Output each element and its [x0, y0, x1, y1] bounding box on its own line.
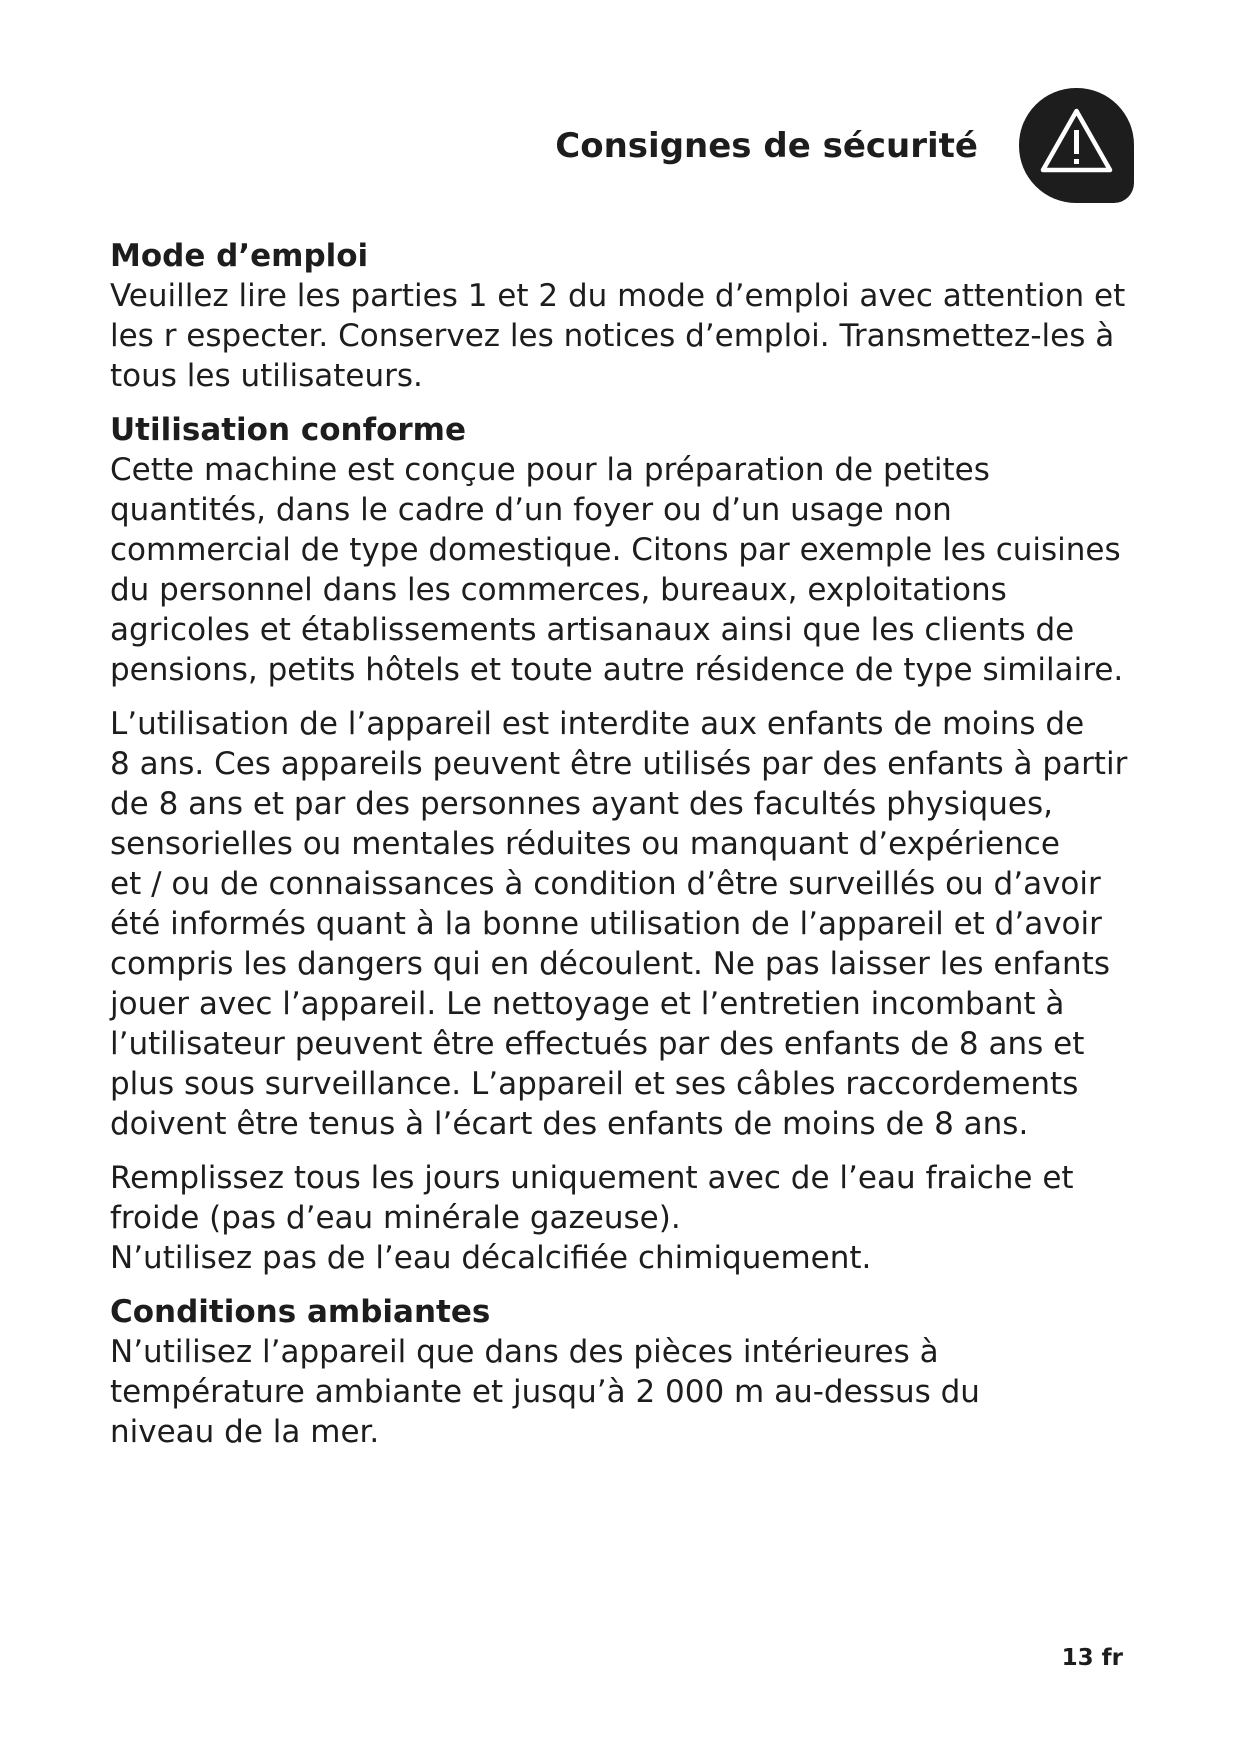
- paragraph-spacer: [110, 1144, 1150, 1158]
- text-line: commercial de type domestique. Citons par exemple les cuisines: [110, 532, 1121, 568]
- text-line: 8 ans. Ces appareils peuvent être utilisés par des enfants à partir: [110, 746, 1128, 782]
- text-line: Remplissez tous les jours uniquement avec de l’eau fraiche et: [110, 1160, 1074, 1196]
- text-line: du personnel dans les commerces, bureaux, exploitations: [110, 572, 1007, 608]
- text-line: Veuillez lire les parties 1 et 2 du mode d’emploi avec attention et: [110, 278, 1126, 314]
- text-line: pensions, petits hôtels et toute autre résidence de type similaire.: [110, 652, 1124, 688]
- page-header: [0, 88, 1241, 208]
- section-heading: Mode d’emploi: [110, 238, 369, 274]
- text-line: quantités, dans le cadre d’un foyer ou d’un usage non: [110, 492, 952, 528]
- text-line: tous les utilisateurs.: [110, 358, 423, 394]
- page-title: Consignes de sécurité: [555, 126, 978, 166]
- text-line: compris les dangers qui en découlent. Ne pas laisser les enfants: [110, 946, 1110, 982]
- warning-badge: [1019, 88, 1134, 203]
- section-heading: Conditions ambiantes: [110, 1294, 491, 1330]
- text-line: N’utilisez l’appareil que dans des pièces intérieures à: [110, 1334, 939, 1370]
- section: [110, 1292, 1150, 1452]
- section: [110, 410, 1150, 1278]
- paragraph-spacer: [110, 690, 1150, 704]
- section: [110, 236, 1150, 396]
- section-heading: Utilisation conforme: [110, 412, 466, 448]
- text-line: agricoles et établissements artisanaux ainsi que les clients de: [110, 612, 1075, 648]
- text-line: froide (pas d’eau minérale gazeuse).: [110, 1200, 681, 1236]
- text-line: de 8 ans et par des personnes ayant des facultés physiques,: [110, 786, 1053, 822]
- paragraph: [110, 704, 1150, 1144]
- paragraph: [110, 276, 1150, 396]
- text-line: L’utilisation de l’appareil est interdite aux enfants de moins de: [110, 706, 1085, 742]
- section-spacer: [110, 1278, 1150, 1292]
- paragraph: [110, 450, 1150, 690]
- text-line: les r especter. Conservez les notices d’emploi. Transmettez-les à: [110, 318, 1115, 354]
- document-body: [110, 236, 1150, 1452]
- warning-triangle-icon: [1039, 106, 1114, 176]
- text-line: Cette machine est conçue pour la préparation de petites: [110, 452, 990, 488]
- text-line: température ambiante et jusqu’à 2 000 m au-dessus du: [110, 1374, 980, 1410]
- text-line: niveau de la mer.: [110, 1414, 380, 1450]
- paragraph: [110, 1158, 1150, 1278]
- text-line: N’utilisez pas de l’eau décalcifiée chimiquement.: [110, 1240, 872, 1276]
- text-line: l’utilisateur peuvent être effectués par des enfants de 8 ans et: [110, 1026, 1085, 1062]
- page-number: 13 fr: [1061, 1645, 1123, 1671]
- text-line: jouer avec l’appareil. Le nettoyage et l’entretien incombant à: [110, 986, 1065, 1022]
- text-line: été informés quant à la bonne utilisation de l’appareil et d’avoir: [110, 906, 1102, 942]
- section-spacer: [110, 396, 1150, 410]
- text-line: sensorielles ou mentales réduites ou manquant d’expérience: [110, 826, 1060, 862]
- paragraph: [110, 1332, 1150, 1452]
- text-line: doivent être tenus à l’écart des enfants de moins de 8 ans.: [110, 1106, 1029, 1142]
- text-line: plus sous surveillance. L’appareil et ses câbles raccordements: [110, 1066, 1079, 1102]
- text-line: et / ou de connaissances à condition d’être surveillés ou d’avoir: [110, 866, 1101, 902]
